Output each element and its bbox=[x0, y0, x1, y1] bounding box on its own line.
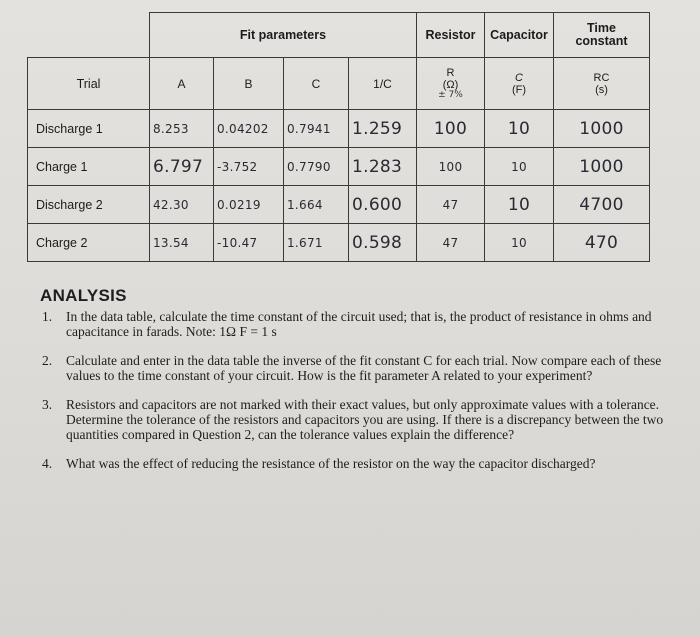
question-number: 2. bbox=[42, 353, 53, 368]
r-cell[interactable]: 47 bbox=[417, 224, 485, 262]
question-number: 3. bbox=[42, 397, 53, 412]
rc-cell[interactable]: 1000 bbox=[554, 148, 650, 186]
r-tolerance: ± 7% bbox=[438, 90, 463, 100]
inv-c-cell[interactable]: 0.600 bbox=[349, 186, 417, 224]
time-constant-line2: constant bbox=[575, 34, 628, 48]
rc-label: RC bbox=[593, 71, 610, 84]
table-row bbox=[28, 224, 650, 262]
question-item bbox=[40, 353, 670, 383]
question-text: Resistors and capacitors are not marked with their exact values, but only approximate values with a tolerance. Determine the tolerance of the resistors and capacitors you are using. If there is a discrepancy between the two quantities compared in Question 2, can the tolerance values explain the difference? bbox=[66, 397, 664, 442]
col-header-r bbox=[417, 58, 485, 110]
col-header-b: B bbox=[214, 58, 284, 110]
col-header-trial: Trial bbox=[28, 58, 150, 110]
time-constant-line1: Time bbox=[587, 21, 616, 35]
inv-c-cell[interactable]: 1.283 bbox=[349, 148, 417, 186]
analysis-section bbox=[40, 288, 670, 485]
table-row bbox=[28, 148, 650, 186]
cap-label: C bbox=[515, 71, 523, 84]
question-item bbox=[40, 309, 670, 339]
col-header-rc bbox=[554, 58, 650, 110]
rc-unit: (s) bbox=[595, 83, 608, 96]
cap-cell[interactable]: 10 bbox=[485, 110, 554, 148]
question-item bbox=[40, 456, 670, 471]
col-header-a: A bbox=[150, 58, 214, 110]
question-text: What was the effect of reducing the resistance of the resistor on the way the capacitor discharged? bbox=[66, 456, 596, 471]
rc-cell[interactable]: 1000 bbox=[554, 110, 650, 148]
c-cell[interactable]: 0.7790 bbox=[284, 148, 349, 186]
r-unit: (Ω) bbox=[442, 79, 459, 91]
resistor-header: Resistor bbox=[417, 13, 485, 58]
r-cell[interactable]: 100 bbox=[417, 148, 485, 186]
blank-corner bbox=[28, 13, 150, 58]
c-cell[interactable]: 0.7941 bbox=[284, 110, 349, 148]
b-cell[interactable]: -10.47 bbox=[214, 224, 284, 262]
data-table bbox=[27, 12, 650, 262]
question-number: 1. bbox=[42, 309, 53, 324]
table-row bbox=[28, 186, 650, 224]
r-cell[interactable]: 47 bbox=[417, 186, 485, 224]
b-cell[interactable]: 0.04202 bbox=[214, 110, 284, 148]
question-text: In the data table, calculate the time constant of the circuit used; that is, the product of resistance in ohms and capacitance in farads. Note: 1Ω F = 1 s bbox=[66, 309, 652, 339]
b-cell[interactable]: -3.752 bbox=[214, 148, 284, 186]
r-label: R bbox=[446, 67, 455, 79]
a-cell[interactable]: 42.30 bbox=[150, 186, 214, 224]
rc-cell[interactable]: 4700 bbox=[554, 186, 650, 224]
r-cell[interactable]: 100 bbox=[417, 110, 485, 148]
table-row bbox=[28, 110, 650, 148]
c-cell[interactable]: 1.671 bbox=[284, 224, 349, 262]
analysis-title: ANALYSIS bbox=[40, 286, 127, 305]
cap-cell[interactable]: 10 bbox=[485, 224, 554, 262]
trial-cell: Charge 2 bbox=[28, 224, 150, 262]
col-header-capacitance bbox=[485, 58, 554, 110]
trial-cell: Charge 1 bbox=[28, 148, 150, 186]
b-cell[interactable]: 0.0219 bbox=[214, 186, 284, 224]
cap-unit: (F) bbox=[511, 83, 527, 96]
inv-c-cell[interactable]: 0.598 bbox=[349, 224, 417, 262]
time-constant-header bbox=[554, 13, 650, 58]
col-header-inv-c: 1/C bbox=[349, 58, 417, 110]
a-cell[interactable]: 8.253 bbox=[150, 110, 214, 148]
fit-parameters-header: Fit parameters bbox=[150, 13, 417, 58]
cap-cell[interactable]: 10 bbox=[485, 186, 554, 224]
c-cell[interactable]: 1.664 bbox=[284, 186, 349, 224]
rc-cell[interactable]: 470 bbox=[554, 224, 650, 262]
trial-cell: Discharge 1 bbox=[28, 110, 150, 148]
question-number: 4. bbox=[42, 456, 53, 471]
inv-c-cell[interactable]: 1.259 bbox=[349, 110, 417, 148]
a-cell[interactable]: 6.797 bbox=[150, 148, 214, 186]
question-text: Calculate and enter in the data table the inverse of the fit constant C for each trial. Now compare each of these values to the time constant of your circuit. How is the fit parameter A related to your experiment? bbox=[66, 353, 662, 383]
col-header-c: C bbox=[284, 58, 349, 110]
a-cell[interactable]: 13.54 bbox=[150, 224, 214, 262]
cap-cell[interactable]: 10 bbox=[485, 148, 554, 186]
capacitor-header: Capacitor bbox=[485, 13, 554, 58]
question-item bbox=[40, 397, 670, 442]
trial-cell: Discharge 2 bbox=[28, 186, 150, 224]
